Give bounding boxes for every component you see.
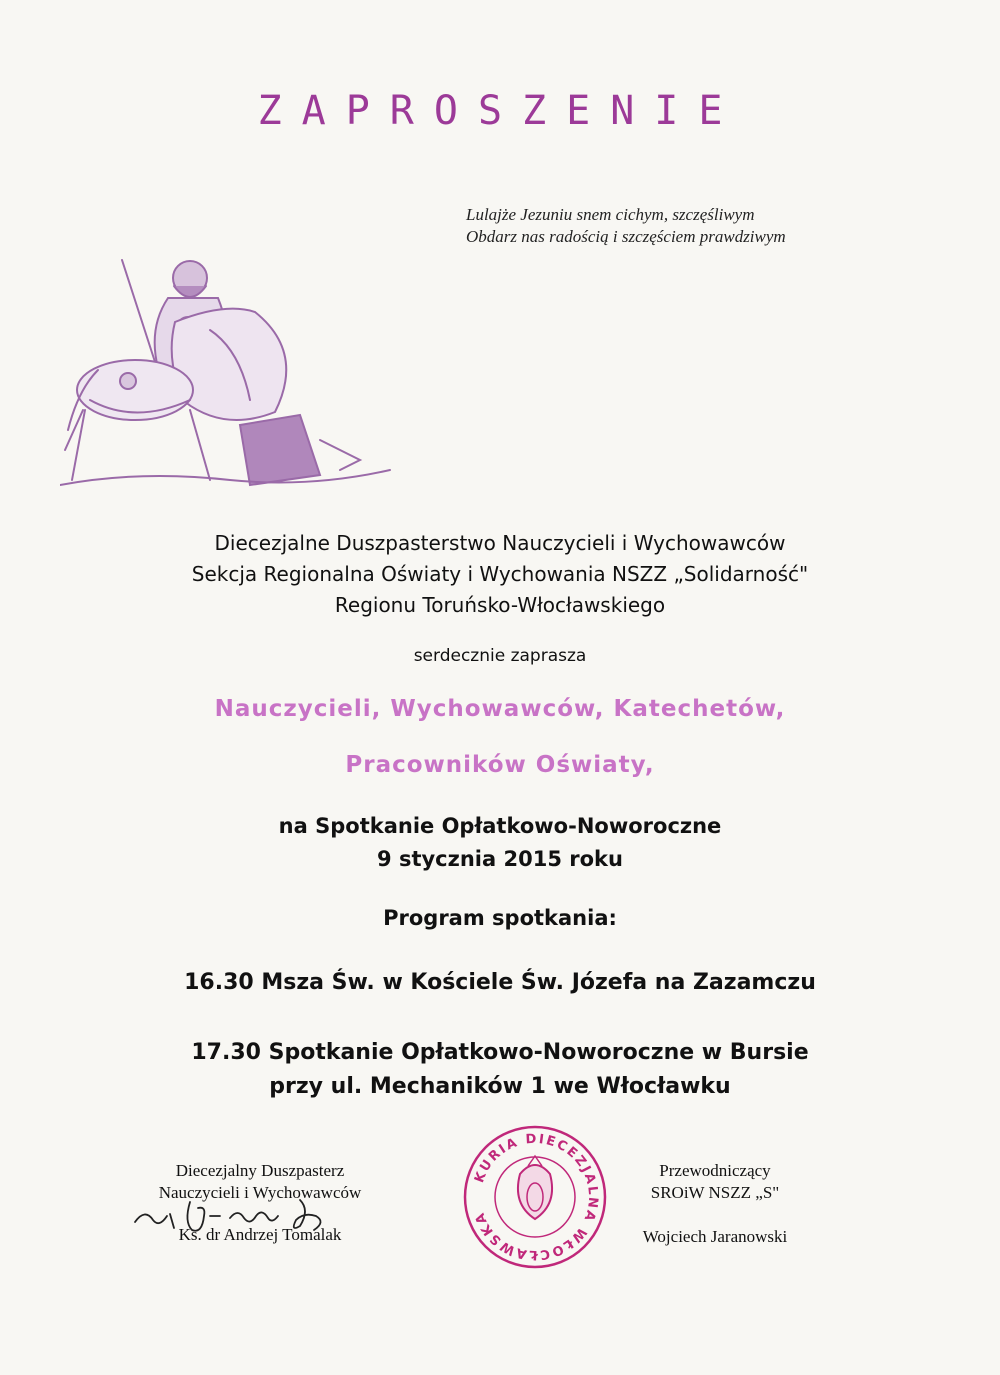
signatory-right-title-2: SROiW NSZZ „S" [650, 1183, 780, 1202]
event-date: 9 stycznia 2015 roku [377, 847, 623, 871]
invites-text: serdecznie zaprasza [413, 646, 587, 666]
event-info [0, 810, 1000, 876]
program-item-2-line-2: przy ul. Mechaników 1 we Włocławku [269, 1074, 731, 1099]
program-item-1: 16.30 Msza Św. w Kościele Św. Józefa na Zazamczu [184, 970, 816, 995]
guests-line-2: Pracowników Oświaty, [345, 752, 655, 778]
signatory-right-name: Wojciech Jaranowski [642, 1227, 788, 1246]
signature-block-right [610, 1160, 820, 1248]
invitation-title: ZAPROSZENIE [257, 88, 743, 134]
signatory-left-title-1: Diecezjalny Duszpasterz [175, 1161, 345, 1180]
carol-quote [466, 204, 786, 248]
signatory-left-name: Ks. dr Andrzej Tomalak [178, 1225, 342, 1244]
organizer-line-1: Diecezjalne Duszpasterstwo Nauczycieli i Wychowawców [214, 531, 786, 555]
program-heading: Program spotkania: [383, 906, 617, 930]
official-seal-icon [460, 1122, 610, 1272]
carol-line-1: Lulajże Jezuniu snem cichym, szczęśliwym [466, 205, 755, 224]
seal-text: KURIA DIECEZJALNA WŁOCŁAWSKA [472, 1131, 601, 1263]
signatory-right-title-1: Przewodniczący [659, 1161, 771, 1180]
nativity-scene-icon [60, 250, 400, 495]
organizer-line-3: Regionu Toruńsko-Włocławskiego [334, 593, 666, 617]
program-item-2-line-1: 17.30 Spotkanie Opłatkowo-Noworoczne w Bursie [191, 1040, 809, 1065]
guests-line-1: Nauczycieli, Wychowawców, Katechetów, [214, 696, 786, 722]
handwritten-signature-icon [130, 1194, 370, 1234]
event-name: na Spotkanie Opłatkowo-Noworoczne [278, 814, 722, 838]
organizer-line-2: Sekcja Regionalna Oświaty i Wychowania NSZZ „Solidarność" [191, 562, 809, 586]
signatory-left-title-2: Nauczycieli i Wychowawców [158, 1183, 362, 1202]
program-item-2 [0, 1036, 1000, 1104]
organizers [0, 528, 1000, 621]
carol-line-2: Obdarz nas radością i szczęściem prawdziwym [466, 227, 786, 246]
